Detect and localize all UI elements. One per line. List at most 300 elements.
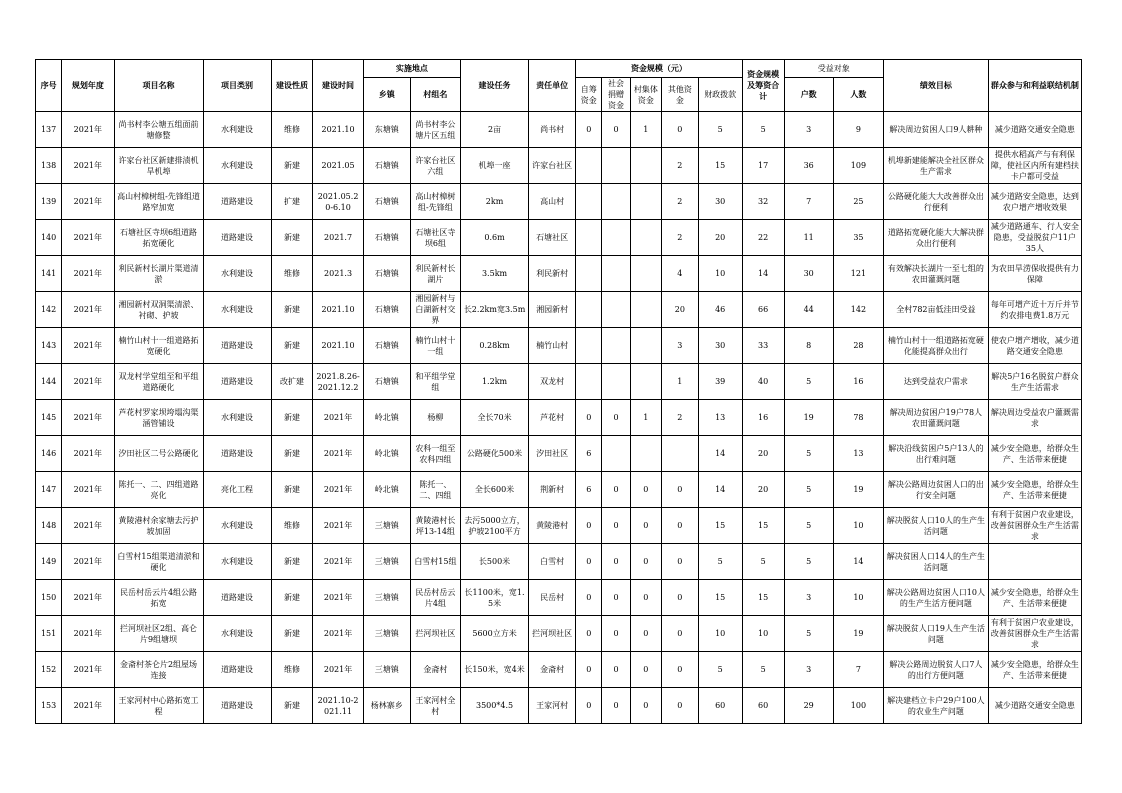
cell-collective: 0 — [630, 508, 661, 544]
cell-participation: 每年可增产近十万斤并节约农排电费1.8万元 — [988, 292, 1081, 328]
cell-task: 3.5km — [461, 256, 529, 292]
cell-households: 30 — [784, 256, 833, 292]
cell-total: 5 — [742, 112, 784, 148]
cell-task: 长500米 — [461, 544, 529, 580]
cell-category: 道路建设 — [203, 580, 271, 616]
cell-nature: 新建 — [271, 580, 313, 616]
cell-fiscal: 5 — [698, 544, 742, 580]
cell-collective — [630, 220, 661, 256]
cell-category: 道路建设 — [203, 436, 271, 472]
cell-village: 杨柳 — [410, 400, 460, 436]
cell-fiscal: 30 — [698, 184, 742, 220]
cell-self-raised — [576, 364, 602, 400]
cell-time: 2021年 — [313, 652, 363, 688]
cell-year: 2021年 — [62, 148, 114, 184]
cell-seq: 150 — [36, 580, 62, 616]
cell-year: 2021年 — [62, 400, 114, 436]
cell-name: 石塘社区寺坝6组道路拓宽硬化 — [114, 220, 203, 256]
cell-category: 水利建设 — [203, 256, 271, 292]
cell-unit: 利民新村 — [529, 256, 576, 292]
cell-time: 2021年 — [313, 544, 363, 580]
cell-households: 36 — [784, 148, 833, 184]
cell-task: 2km — [461, 184, 529, 220]
cell-goal: 解决周边贫困人口9人耕种 — [884, 112, 989, 148]
cell-category: 水利建设 — [203, 148, 271, 184]
table-row — [36, 328, 1082, 364]
cell-category: 水利建设 — [203, 616, 271, 652]
cell-households: 29 — [784, 688, 833, 724]
cell-year: 2021年 — [62, 256, 114, 292]
table-row — [36, 364, 1082, 400]
cell-unit: 尚书村 — [529, 112, 576, 148]
cell-other: 0 — [662, 508, 699, 544]
col-header-unit: 责任单位 — [529, 60, 576, 112]
cell-unit: 荆新村 — [529, 472, 576, 508]
cell-task: 全长600米 — [461, 472, 529, 508]
cell-task: 机埠一座 — [461, 148, 529, 184]
cell-time: 2021年 — [313, 436, 363, 472]
cell-social: 0 — [602, 544, 630, 580]
table-row — [36, 508, 1082, 544]
cell-people: 28 — [833, 328, 883, 364]
cell-time: 2021.10 — [313, 328, 363, 364]
cell-nature: 维修 — [271, 652, 313, 688]
cell-collective — [630, 148, 661, 184]
cell-self-raised — [576, 184, 602, 220]
cell-year: 2021年 — [62, 472, 114, 508]
cell-town: 石塘镇 — [363, 256, 410, 292]
cell-people: 9 — [833, 112, 883, 148]
cell-goal: 公路硬化能大大改善群众出行便利 — [884, 184, 989, 220]
cell-participation: 提供水稻高产与有利保障，使社区内所有建档扶卡户都可受益 — [988, 148, 1081, 184]
cell-households: 5 — [784, 508, 833, 544]
cell-town: 石塘镇 — [363, 148, 410, 184]
col-header-year: 规划年度 — [62, 60, 114, 112]
col-header-funds: 资金规模（元） — [576, 60, 743, 78]
cell-year: 2021年 — [62, 616, 114, 652]
cell-time: 2021年 — [313, 616, 363, 652]
col-header-goal: 绩效目标 — [884, 60, 989, 112]
cell-total: 40 — [742, 364, 784, 400]
cell-village: 许家台社区六组 — [410, 148, 460, 184]
cell-unit: 双龙村 — [529, 364, 576, 400]
cell-people: 109 — [833, 148, 883, 184]
cell-goal: 解决脱贫人口10人的生产生活问题 — [884, 508, 989, 544]
cell-category: 水利建设 — [203, 400, 271, 436]
cell-seq: 140 — [36, 220, 62, 256]
cell-households: 3 — [784, 112, 833, 148]
cell-seq: 142 — [36, 292, 62, 328]
cell-households: 5 — [784, 472, 833, 508]
col-header-town: 乡镇 — [363, 78, 410, 112]
cell-unit: 湘园新村 — [529, 292, 576, 328]
cell-participation: 减少安全隐患，给群众生产、生活带来便捷 — [988, 436, 1081, 472]
cell-town: 石塘镇 — [363, 184, 410, 220]
cell-other: 2 — [662, 148, 699, 184]
cell-village: 黄陵港村长坪13-14组 — [410, 508, 460, 544]
cell-social — [602, 364, 630, 400]
cell-village: 金斋村 — [410, 652, 460, 688]
cell-collective: 1 — [630, 400, 661, 436]
cell-name: 芦花村罗家坝垮塌沟渠涵管铺设 — [114, 400, 203, 436]
cell-task: 长150米，宽4米 — [461, 652, 529, 688]
cell-year: 2021年 — [62, 544, 114, 580]
cell-participation: 解决周边受益农户灌溉需求 — [988, 400, 1081, 436]
col-header-nature: 建设性质 — [271, 60, 313, 112]
cell-other: 0 — [662, 580, 699, 616]
cell-time: 2021年 — [313, 472, 363, 508]
cell-people: 10 — [833, 580, 883, 616]
cell-households: 3 — [784, 580, 833, 616]
cell-category: 道路建设 — [203, 688, 271, 724]
cell-goal: 解决周边贫困户19户78人农田灌溉问题 — [884, 400, 989, 436]
cell-total: 15 — [742, 580, 784, 616]
cell-seq: 145 — [36, 400, 62, 436]
table-row — [36, 544, 1082, 580]
cell-total: 17 — [742, 148, 784, 184]
cell-collective: 0 — [630, 652, 661, 688]
cell-self-raised — [576, 148, 602, 184]
cell-self-raised: 0 — [576, 652, 602, 688]
cell-name: 陈托一、二、四组道路亮化 — [114, 472, 203, 508]
cell-seq: 147 — [36, 472, 62, 508]
cell-nature: 新建 — [271, 688, 313, 724]
cell-other: 0 — [662, 544, 699, 580]
col-header-participation: 群众参与和利益联结机制 — [988, 60, 1081, 112]
col-header-task: 建设任务 — [461, 60, 529, 112]
cell-unit: 楠竹山村 — [529, 328, 576, 364]
project-table — [35, 59, 1082, 724]
cell-task: 0.28km — [461, 328, 529, 364]
cell-fiscal: 15 — [698, 148, 742, 184]
cell-category: 水利建设 — [203, 508, 271, 544]
cell-collective — [630, 436, 661, 472]
col-header-people: 人数 — [833, 78, 883, 112]
cell-collective — [630, 292, 661, 328]
cell-village: 民岳村岳云片4组 — [410, 580, 460, 616]
cell-participation: 减少道路交通安全隐患 — [988, 112, 1081, 148]
cell-collective — [630, 364, 661, 400]
cell-unit: 汐田社区 — [529, 436, 576, 472]
cell-seq: 151 — [36, 616, 62, 652]
cell-social — [602, 148, 630, 184]
cell-fiscal: 10 — [698, 256, 742, 292]
table-row — [36, 436, 1082, 472]
col-header-social: 社会捐赠资金 — [602, 78, 630, 112]
cell-other: 0 — [662, 472, 699, 508]
cell-participation: 减少道路通车、行人安全隐患，受益脱贫户11户 35人 — [988, 220, 1081, 256]
cell-nature: 新建 — [271, 328, 313, 364]
cell-goal: 楠竹山村十一组道路拓宽硬化能提高群众出行 — [884, 328, 989, 364]
cell-households: 44 — [784, 292, 833, 328]
cell-seq: 144 — [36, 364, 62, 400]
cell-social: 0 — [602, 400, 630, 436]
cell-self-raised — [576, 256, 602, 292]
cell-self-raised: 0 — [576, 616, 602, 652]
cell-seq: 143 — [36, 328, 62, 364]
cell-town: 三塘镇 — [363, 616, 410, 652]
cell-task: 全长70米 — [461, 400, 529, 436]
cell-town: 石塘镇 — [363, 364, 410, 400]
cell-people: 121 — [833, 256, 883, 292]
cell-category: 道路建设 — [203, 364, 271, 400]
cell-seq: 149 — [36, 544, 62, 580]
cell-collective — [630, 256, 661, 292]
cell-unit: 民岳村 — [529, 580, 576, 616]
cell-total: 66 — [742, 292, 784, 328]
table-row — [36, 112, 1082, 148]
cell-other: 0 — [662, 688, 699, 724]
cell-year: 2021年 — [62, 652, 114, 688]
cell-category: 水利建设 — [203, 112, 271, 148]
cell-social — [602, 328, 630, 364]
cell-participation: 解决5户16名脱贫户群众生产生活需求 — [988, 364, 1081, 400]
cell-fiscal: 14 — [698, 436, 742, 472]
cell-town: 石塘镇 — [363, 328, 410, 364]
cell-village: 白雪村15组 — [410, 544, 460, 580]
cell-goal: 解决公路周边脱贫人口7人的出行方便问题 — [884, 652, 989, 688]
cell-other — [662, 436, 699, 472]
cell-category: 道路建设 — [203, 220, 271, 256]
cell-year: 2021年 — [62, 184, 114, 220]
table-row — [36, 292, 1082, 328]
cell-goal: 机埠新建能解决全社区群众生产需求 — [884, 148, 989, 184]
cell-name: 湘园新村双洞渠清淤、衬砌、护坡 — [114, 292, 203, 328]
cell-nature: 新建 — [271, 292, 313, 328]
cell-town: 东塘镇 — [363, 112, 410, 148]
cell-self-raised: 0 — [576, 544, 602, 580]
cell-town: 岭北镇 — [363, 400, 410, 436]
cell-year: 2021年 — [62, 436, 114, 472]
cell-goal: 解决公路周边贫困人口10人的生产生活方便问题 — [884, 580, 989, 616]
cell-task: 长1100米，宽1.5米 — [461, 580, 529, 616]
cell-households: 5 — [784, 616, 833, 652]
table-row — [36, 220, 1082, 256]
cell-social: 0 — [602, 616, 630, 652]
cell-unit: 高山村 — [529, 184, 576, 220]
cell-nature: 新建 — [271, 400, 313, 436]
cell-social — [602, 256, 630, 292]
cell-time: 2021.05 — [313, 148, 363, 184]
cell-fiscal: 15 — [698, 580, 742, 616]
cell-collective — [630, 184, 661, 220]
cell-village: 和平组学堂组 — [410, 364, 460, 400]
cell-nature: 新建 — [271, 544, 313, 580]
cell-nature: 新建 — [271, 616, 313, 652]
cell-village: 拦河坝社区 — [410, 616, 460, 652]
cell-people: 13 — [833, 436, 883, 472]
col-header-category: 项目类别 — [203, 60, 271, 112]
cell-goal: 解决公路周边贫困人口的出行安全问题 — [884, 472, 989, 508]
table-body — [36, 112, 1082, 724]
col-header-beneficiaries: 受益对象 — [784, 60, 883, 78]
cell-unit: 芦花村 — [529, 400, 576, 436]
cell-self-raised: 6 — [576, 436, 602, 472]
cell-households: 5 — [784, 544, 833, 580]
col-header-location: 实施地点 — [363, 60, 460, 78]
cell-village: 楠竹山村十一组 — [410, 328, 460, 364]
cell-fiscal: 46 — [698, 292, 742, 328]
cell-name: 尚书村李公塘五组面前塘修整 — [114, 112, 203, 148]
cell-task: 2亩 — [461, 112, 529, 148]
cell-town: 三塘镇 — [363, 544, 410, 580]
cell-self-raised — [576, 292, 602, 328]
cell-task: 3500*4.5 — [461, 688, 529, 724]
cell-town: 石塘镇 — [363, 220, 410, 256]
cell-collective: 0 — [630, 616, 661, 652]
cell-task: 1.2km — [461, 364, 529, 400]
cell-town: 石塘镇 — [363, 292, 410, 328]
cell-people: 16 — [833, 364, 883, 400]
cell-year: 2021年 — [62, 292, 114, 328]
cell-time: 2021.7 — [313, 220, 363, 256]
cell-people: 35 — [833, 220, 883, 256]
cell-total: 20 — [742, 436, 784, 472]
col-header-fiscal: 财政拨款 — [698, 78, 742, 112]
table-row — [36, 256, 1082, 292]
cell-collective: 1 — [630, 112, 661, 148]
cell-people: 19 — [833, 616, 883, 652]
cell-name: 楠竹山村十一组道路拓宽硬化 — [114, 328, 203, 364]
col-header-total: 资金规模及筹资合计 — [742, 60, 784, 112]
cell-total: 5 — [742, 652, 784, 688]
cell-self-raised: 0 — [576, 508, 602, 544]
cell-year: 2021年 — [62, 112, 114, 148]
cell-social — [602, 292, 630, 328]
cell-category: 水利建设 — [203, 544, 271, 580]
cell-people: 78 — [833, 400, 883, 436]
cell-fiscal: 39 — [698, 364, 742, 400]
cell-task: 0.6m — [461, 220, 529, 256]
cell-village: 利民新村长湖片 — [410, 256, 460, 292]
cell-social: 0 — [602, 472, 630, 508]
cell-self-raised — [576, 328, 602, 364]
cell-people: 25 — [833, 184, 883, 220]
cell-participation: 减少安全隐患，给群众生产、生活带来便捷 — [988, 652, 1081, 688]
cell-category: 水利建设 — [203, 292, 271, 328]
cell-year: 2021年 — [62, 220, 114, 256]
cell-town: 岭北镇 — [363, 436, 410, 472]
cell-time: 2021年 — [313, 400, 363, 436]
cell-social: 0 — [602, 580, 630, 616]
cell-fiscal: 5 — [698, 112, 742, 148]
cell-town: 杨林寨乡 — [363, 688, 410, 724]
cell-nature: 改扩建 — [271, 364, 313, 400]
cell-village: 高山村樟树组-先锋组 — [410, 184, 460, 220]
cell-households: 11 — [784, 220, 833, 256]
cell-households: 5 — [784, 436, 833, 472]
cell-unit: 王家河村 — [529, 688, 576, 724]
cell-self-raised: 0 — [576, 112, 602, 148]
cell-total: 20 — [742, 472, 784, 508]
cell-year: 2021年 — [62, 508, 114, 544]
cell-households: 5 — [784, 364, 833, 400]
cell-participation: 有利于贫困户农业建设，改善贫困群众生产生活需求 — [988, 508, 1081, 544]
cell-seq: 141 — [36, 256, 62, 292]
cell-time: 2021.10 — [313, 112, 363, 148]
cell-self-raised: 0 — [576, 688, 602, 724]
cell-social: 0 — [602, 112, 630, 148]
cell-nature: 新建 — [271, 472, 313, 508]
cell-village: 尚书村李公塘片区五组 — [410, 112, 460, 148]
cell-total: 22 — [742, 220, 784, 256]
col-header-name: 项目名称 — [114, 60, 203, 112]
cell-total: 5 — [742, 544, 784, 580]
cell-category: 道路建设 — [203, 652, 271, 688]
cell-participation — [988, 544, 1081, 580]
cell-fiscal: 15 — [698, 508, 742, 544]
cell-nature: 维修 — [271, 256, 313, 292]
cell-participation: 减少道路安全隐患，达到农户增产增收效果 — [988, 184, 1081, 220]
cell-other: 0 — [662, 112, 699, 148]
cell-other: 3 — [662, 328, 699, 364]
cell-unit: 许家台社区 — [529, 148, 576, 184]
cell-task: 公路硬化500米 — [461, 436, 529, 472]
cell-year: 2021年 — [62, 580, 114, 616]
cell-village: 石塘社区寺坝6组 — [410, 220, 460, 256]
cell-nature: 扩建 — [271, 184, 313, 220]
cell-participation: 有利于贫困户农业建设，改善贫困群众生产生活需求 — [988, 616, 1081, 652]
cell-name: 拦河坝社区2组、高仑片9组塘坝 — [114, 616, 203, 652]
cell-participation: 减少安全隐患，给群众生产、生活带来便捷 — [988, 472, 1081, 508]
cell-seq: 138 — [36, 148, 62, 184]
cell-total: 32 — [742, 184, 784, 220]
col-header-collective: 村集体资金 — [630, 78, 661, 112]
cell-people: 142 — [833, 292, 883, 328]
table-row — [36, 688, 1082, 724]
cell-households: 19 — [784, 400, 833, 436]
cell-nature: 维修 — [271, 112, 313, 148]
cell-time: 2021.8.26-2021.12.2 — [313, 364, 363, 400]
cell-participation: 减少道路交通安全隐患 — [988, 688, 1081, 724]
cell-name: 高山村樟树组-先锋组道路窄加宽 — [114, 184, 203, 220]
col-header-other: 其他资金 — [662, 78, 699, 112]
cell-fiscal: 13 — [698, 400, 742, 436]
cell-other: 2 — [662, 220, 699, 256]
cell-total: 15 — [742, 508, 784, 544]
cell-unit: 石塘社区 — [529, 220, 576, 256]
cell-village: 王家河村全村 — [410, 688, 460, 724]
cell-fiscal: 5 — [698, 652, 742, 688]
cell-town: 三塘镇 — [363, 508, 410, 544]
cell-category: 道路建设 — [203, 184, 271, 220]
cell-goal: 解决贫困人口14人的生产生活问题 — [884, 544, 989, 580]
col-header-village: 村组名 — [410, 78, 460, 112]
cell-time: 2021.3 — [313, 256, 363, 292]
cell-name: 双龙村学堂组至和平组道路硬化 — [114, 364, 203, 400]
cell-total: 16 — [742, 400, 784, 436]
cell-task: 长2.2km宽3.5m — [461, 292, 529, 328]
cell-fiscal: 60 — [698, 688, 742, 724]
cell-time: 2021.10 — [313, 292, 363, 328]
cell-task: 5600立方米 — [461, 616, 529, 652]
cell-goal: 解决沿线贫困户5户13人的出行难问题 — [884, 436, 989, 472]
cell-seq: 148 — [36, 508, 62, 544]
col-header-self-raised: 自筹资金 — [576, 78, 602, 112]
cell-participation: 减少安全隐患，给群众生产、生活带来便捷 — [988, 580, 1081, 616]
cell-total: 33 — [742, 328, 784, 364]
cell-other: 0 — [662, 616, 699, 652]
cell-name: 黄陵港村余家塘去污护坡加固 — [114, 508, 203, 544]
cell-social: 0 — [602, 652, 630, 688]
cell-seq: 152 — [36, 652, 62, 688]
cell-task: 去污5000立方，护坡2100平方 — [461, 508, 529, 544]
cell-total: 60 — [742, 688, 784, 724]
cell-fiscal: 30 — [698, 328, 742, 364]
cell-goal: 解决脱贫人口19人生产生活问题 — [884, 616, 989, 652]
cell-goal: 有效解决长湖片一至七组的农田灌溉问题 — [884, 256, 989, 292]
cell-social — [602, 184, 630, 220]
